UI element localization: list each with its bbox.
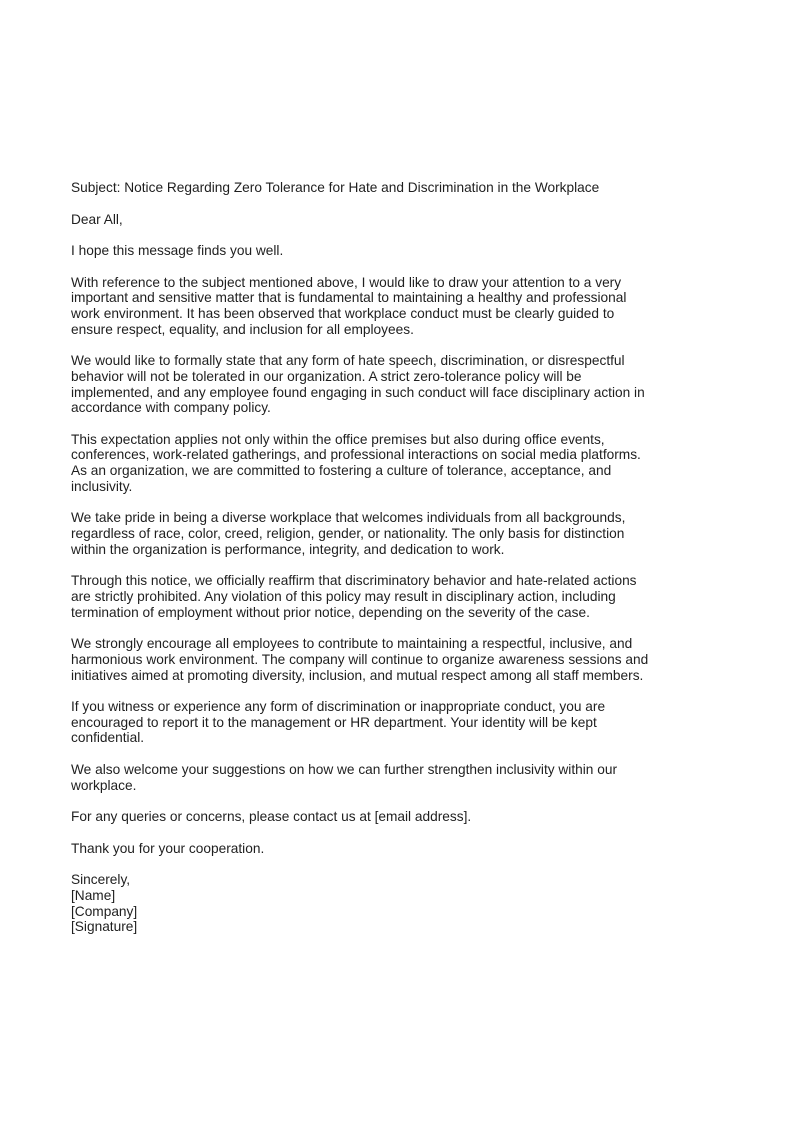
signoff-closing: Sincerely, bbox=[71, 872, 131, 888]
paragraph-line: behavior will not be tolerated in our organization. A strict zero-tolerance policy will be bbox=[71, 368, 582, 384]
paragraph-line: inclusivity. bbox=[71, 478, 133, 494]
paragraph-line: confidential. bbox=[71, 730, 145, 746]
paragraph-line: workplace. bbox=[71, 777, 137, 793]
letter-paragraph bbox=[71, 841, 721, 857]
paragraph-line: accordance with company policy. bbox=[71, 400, 271, 416]
letter-paragraph bbox=[71, 510, 721, 557]
paragraph-line: work environment. It has been observed that workplace conduct must be clearly guided to bbox=[71, 305, 615, 321]
paragraph-line: are strictly prohibited. Any violation of this policy may result in disciplinary action, including bbox=[71, 588, 616, 604]
paragraph-line: implemented, and any employee found engaging in such conduct will face disciplinary action in bbox=[71, 384, 645, 400]
letter-subject: Subject: Notice Regarding Zero Tolerance for Hate and Discrimination in the Workplace bbox=[71, 180, 600, 195]
letter-paragraph bbox=[71, 699, 721, 746]
letter-signoff bbox=[71, 872, 721, 935]
paragraph-line: termination of employment without prior notice, depending on the severity of the case. bbox=[71, 604, 590, 620]
paragraph-line: harmonious work environment. The company will continue to organize awareness sessions and bbox=[71, 651, 649, 667]
paragraph-line: Thank you for your cooperation. bbox=[71, 840, 265, 856]
paragraph-line: within the organization is performance, integrity, and dedication to work. bbox=[71, 541, 505, 557]
paragraph-line: initiatives aimed at promoting diversity, inclusion, and mutual respect among all staff members. bbox=[71, 667, 644, 683]
letter-paragraph bbox=[71, 353, 721, 416]
letter-paragraph bbox=[71, 636, 721, 683]
letter-paragraph bbox=[71, 275, 721, 338]
letter-paragraph bbox=[71, 809, 721, 825]
paragraph-line: We also welcome your suggestions on how we can further strengthen inclusivity within our bbox=[71, 761, 617, 777]
signoff-signature: [Signature] bbox=[71, 919, 138, 935]
letter-opening: I hope this message finds you well. bbox=[71, 243, 284, 258]
paragraph-line: important and sensitive matter that is fundamental to maintaining a healthy and professional bbox=[71, 290, 627, 306]
paragraph-line: This expectation applies not only within the office premises but also during office events, bbox=[71, 431, 605, 447]
paragraph-line: For any queries or concerns, please contact us at [email address]. bbox=[71, 809, 472, 825]
paragraph-line: We take pride in being a diverse workplace that welcomes individuals from all backgrounds, bbox=[71, 510, 626, 526]
letter-greeting: Dear All, bbox=[71, 211, 123, 227]
paragraph-line: encouraged to report it to the management or HR department. Your identity will be kept bbox=[71, 714, 597, 730]
letter-paragraph bbox=[71, 432, 721, 495]
paragraph-line: With reference to the subject mentioned above, I would like to draw your attention to a very bbox=[71, 274, 622, 290]
paragraph-line: ensure respect, equality, and inclusion for all employees. bbox=[71, 321, 414, 337]
signoff-company: [Company] bbox=[71, 903, 138, 919]
paragraph-line: conferences, work-related gatherings, and professional interactions on social media platforms. bbox=[71, 447, 641, 463]
paragraph-line: Through this notice, we officially reaffirm that discriminatory behavior and hate-related actions bbox=[71, 573, 637, 589]
paragraph-line: As an organization, we are committed to fostering a culture of tolerance, acceptance, and bbox=[71, 463, 612, 479]
paragraph-line: regardless of race, color, creed, religion, gender, or nationality. The only basis for distinction bbox=[71, 526, 625, 542]
paragraph-line: We would like to formally state that any form of hate speech, discrimination, or disrespectful bbox=[71, 353, 625, 369]
signoff-name: [Name] bbox=[71, 887, 116, 903]
letter-paragraph bbox=[71, 573, 721, 620]
paragraph-line: We strongly encourage all employees to contribute to maintaining a respectful, inclusive, and bbox=[71, 636, 633, 652]
letter-body bbox=[71, 180, 721, 951]
letter-paragraph bbox=[71, 762, 721, 793]
paragraph-line: If you witness or experience any form of discrimination or inappropriate conduct, you are bbox=[71, 699, 606, 715]
